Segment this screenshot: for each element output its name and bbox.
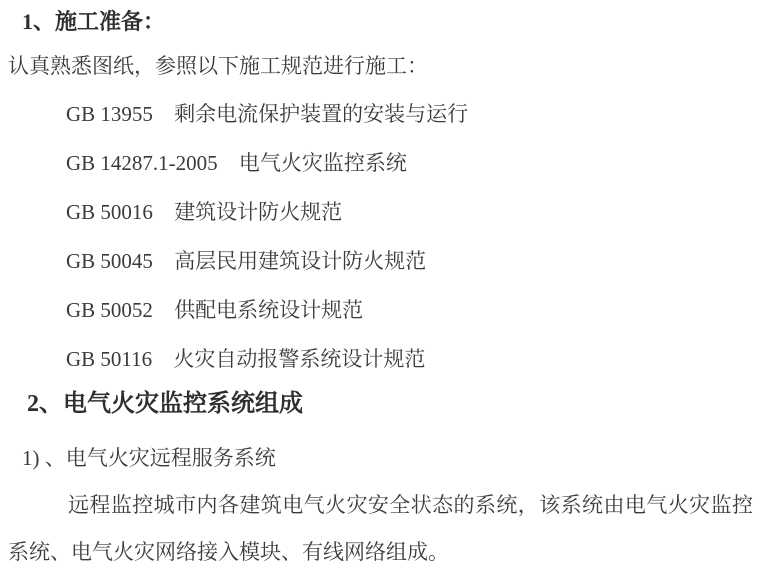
standard-title: 剩余电流保护装置的安装与运行 [174, 102, 469, 126]
section-2-heading: 2、电气火灾监控系统组成 [27, 391, 303, 417]
standard-item [66, 153, 468, 202]
standard-item [66, 202, 468, 251]
standard-item [66, 251, 468, 300]
standard-title: 供配电系统设计规范 [174, 298, 364, 322]
standard-code: GB 14287.1-2005 [66, 151, 218, 175]
standard-code: GB 50116 [66, 347, 153, 371]
standards-list [66, 104, 468, 398]
standard-title: 高层民用建筑设计防火规范 [174, 249, 427, 273]
standard-code: GB 50045 [66, 249, 153, 273]
section-2-paragraph: 远程监控城市内各建筑电气火灾安全状态的系统，该系统由电气火灾监控系统、电气火灾网络接入模块、有线网络组成。 [8, 493, 753, 564]
standard-code: GB 50016 [66, 200, 153, 224]
standard-code: GB 50052 [66, 298, 153, 322]
section-2-subheading: 1) 、电气火灾远程服务系统 [22, 446, 276, 470]
section-1-intro-text: 认真熟悉图纸，参照以下施工规范进行施工： [8, 54, 428, 78]
standard-item [66, 104, 468, 153]
standard-title: 电气火灾监控系统 [238, 151, 407, 175]
standard-item [66, 300, 468, 349]
standard-title: 建筑设计防火规范 [174, 200, 343, 224]
section-1-heading: 1、施工准备： [22, 9, 166, 34]
standard-title: 火灾自动报警系统设计规范 [173, 347, 426, 371]
standard-code: GB 13955 [66, 102, 153, 126]
